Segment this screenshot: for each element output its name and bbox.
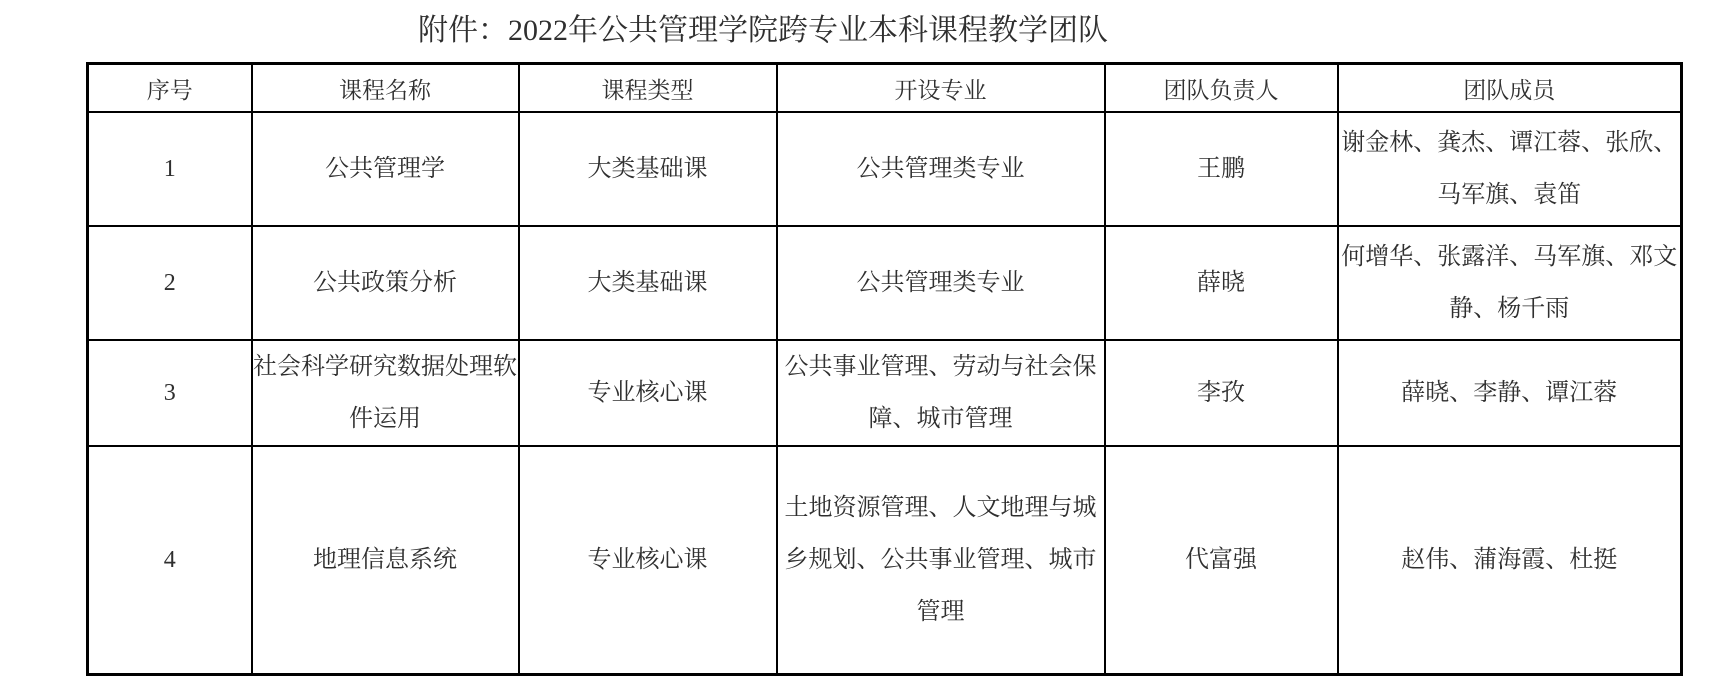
cell-index: 1 [88, 112, 252, 226]
col-header-team-leader: 团队负责人 [1105, 64, 1338, 113]
table-row [88, 226, 1682, 340]
cell-majors: 公共管理类专业 [777, 112, 1105, 226]
cell-course-type: 专业核心课 [519, 340, 777, 446]
table-row [88, 340, 1682, 446]
cell-course-type: 大类基础课 [519, 112, 777, 226]
table-row [88, 446, 1682, 675]
cell-index: 2 [88, 226, 252, 340]
cell-team-members: 谢金林、龚杰、谭江蓉、张欣、马军旗、袁笛 [1338, 112, 1682, 226]
table-header-row [88, 64, 1682, 113]
cell-course-name: 地理信息系统 [252, 446, 519, 675]
col-header-course-name: 课程名称 [252, 64, 519, 113]
page-title: 附件：2022年公共管理学院跨专业本科课程教学团队 [418, 14, 1108, 47]
table-row [88, 112, 1682, 226]
col-header-team-members: 团队成员 [1338, 64, 1682, 113]
cell-team-members: 赵伟、蒲海霞、杜挺 [1338, 446, 1682, 675]
cell-team-leader: 薛晓 [1105, 226, 1338, 340]
cell-course-name: 公共管理学 [252, 112, 519, 226]
cell-index: 4 [88, 446, 252, 675]
cell-course-type: 大类基础课 [519, 226, 777, 340]
cell-course-name: 社会科学研究数据处理软件运用 [252, 340, 519, 446]
cell-course-type: 专业核心课 [519, 446, 777, 675]
col-header-index: 序号 [88, 64, 252, 113]
cell-team-leader: 王鹏 [1105, 112, 1338, 226]
cell-team-members: 薛晓、李静、谭江蓉 [1338, 340, 1682, 446]
cell-course-name: 公共政策分析 [252, 226, 519, 340]
cell-team-leader: 代富强 [1105, 446, 1338, 675]
cell-index: 3 [88, 340, 252, 446]
teaching-teams-table [86, 62, 1683, 676]
cell-majors: 公共管理类专业 [777, 226, 1105, 340]
cell-team-members: 何增华、张露洋、马军旗、邓文静、杨千雨 [1338, 226, 1682, 340]
cell-majors: 土地资源管理、人文地理与城乡规划、公共事业管理、城市管理 [777, 446, 1105, 675]
col-header-majors: 开设专业 [777, 64, 1105, 113]
col-header-course-type: 课程类型 [519, 64, 777, 113]
cell-team-leader: 李孜 [1105, 340, 1338, 446]
cell-majors: 公共事业管理、劳动与社会保障、城市管理 [777, 340, 1105, 446]
